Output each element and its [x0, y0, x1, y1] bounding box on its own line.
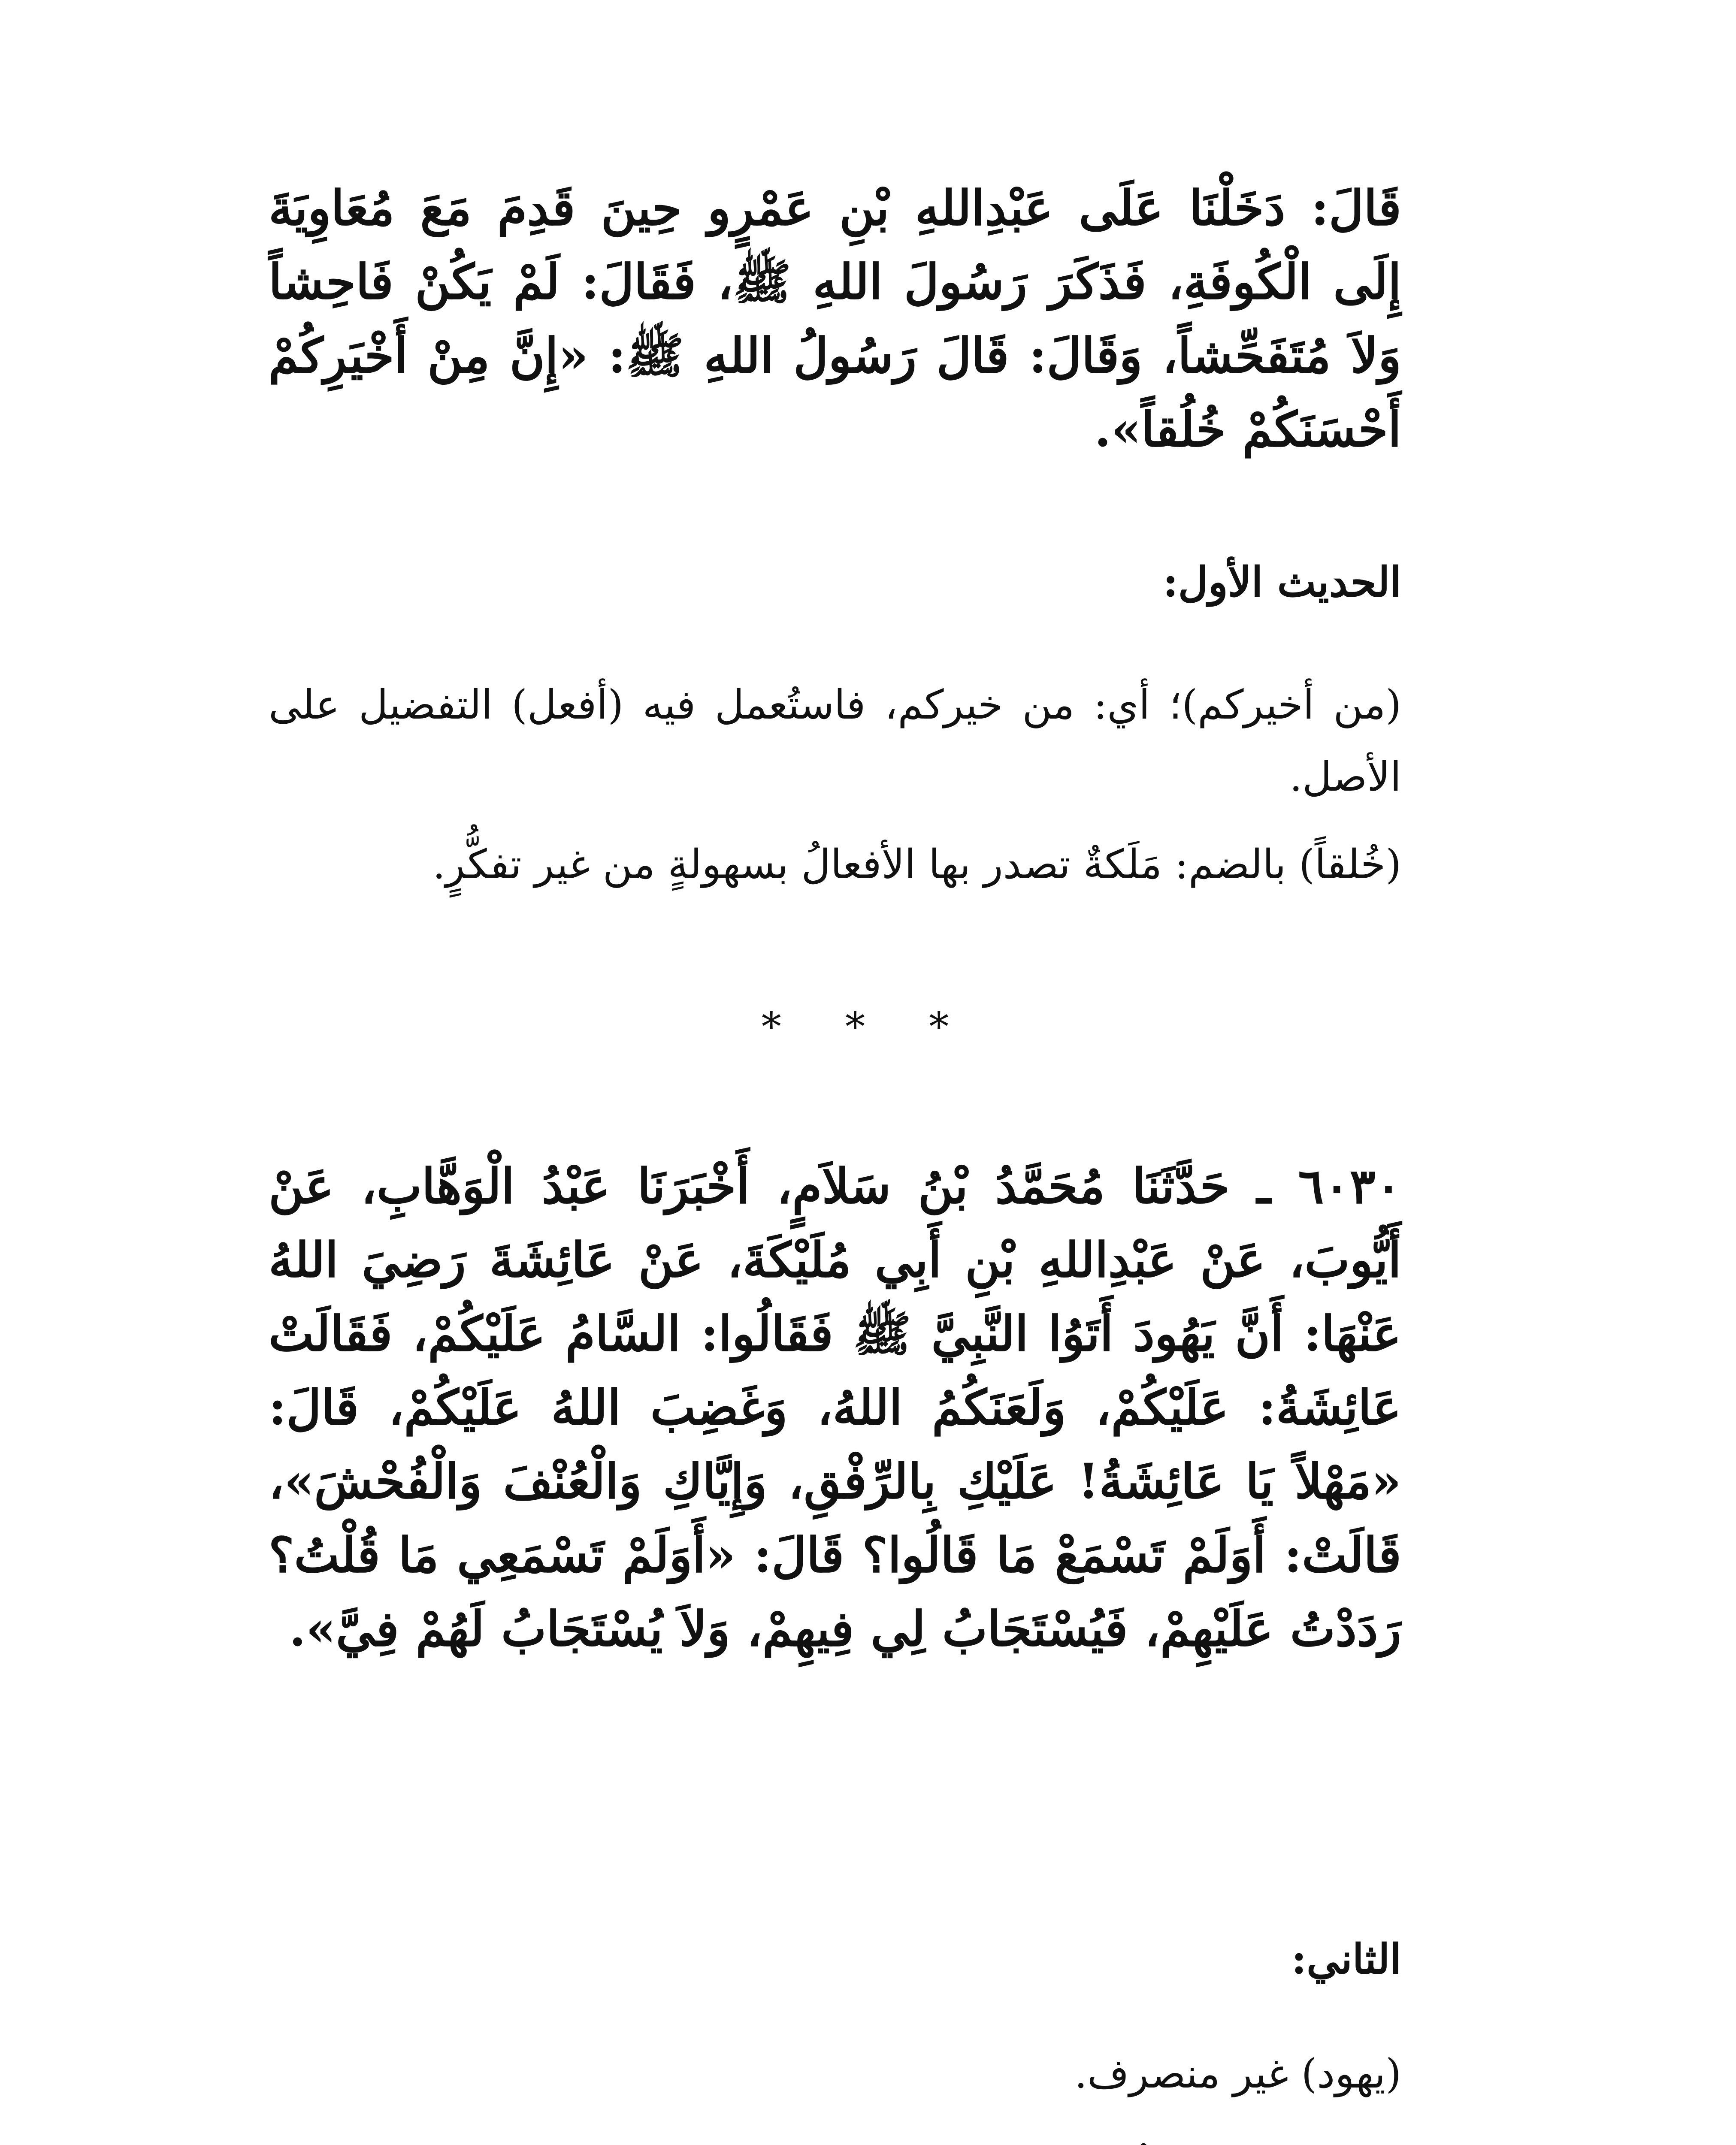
section-1-heading: الحديث الأول:: [1163, 558, 1401, 606]
section-2-heading: الثاني:: [1291, 1935, 1401, 1983]
hadith-1-text: قَالَ: دَخَلْنَا عَلَى عَبْدِاللهِ بْنِ عَمْرٍو حِينَ قَدِمَ مَعَ مُعَاوِيَةَ إِلَى الْكُوفَةِ، فَذَكَرَ رَسُولَ اللهِ ﷺ، فَقَالَ: لَمْ يَكُنْ فَاحِشاً وَلاَ مُتَفَحِّشاً، وَقَالَ: قَالَ رَسُولُ اللهِ ﷺ: «إِنَّ مِنْ أَخْيَرِكُمْ أَحْسَنَكُمْ خُلُقاً».: [269, 180, 1402, 458]
note-text: (من أخيركم)؛ أي: من خيركم، فاستُعمل فيه (أفعل) التفضيل على الأصل.: [269, 682, 1401, 801]
section-1-notes: [269, 669, 1401, 901]
note-text: (يهود) غير منصرف.: [1074, 2051, 1401, 2097]
section-divider: * * *: [761, 1004, 975, 1050]
hadith-1-text-block: [269, 172, 1401, 467]
hadith-2-text: ٦٠٣٠ ـ حَدَّثَنَا مُحَمَّدُ بْنُ سَلاَمٍ، أَخْبَرَنَا عَبْدُ الْوَهَّابِ، عَنْ أَيُّوبَ، عَنْ عَبْدِاللهِ بْنِ أَبِي مُلَيْكَةَ، عَنْ عَائِشَةَ رَضِيَ اللهُ عَنْهَا: أَنَّ يَهُودَ أَتَوُا النَّبِيَّ ﷺ فَقَالُوا: السَّامُ عَلَيْكُمْ، فَقَالَتْ عَائِشَةُ: عَلَيْكُمْ، وَلَعَنَكُمُ اللهُ، وَغَضِبَ اللهُ عَلَيْكُمْ، قَالَ: «مَهْلاً يَا عَائِشَةُ! عَلَيْكِ بِالرِّفْقِ، وَإِيَّاكِ وَالْعُنْفَ وَالْفُحْشَ»، قَالَتْ: أَوَلَمْ تَسْمَعْ مَا قَالُوا؟ قَالَ: «أَوَلَمْ تَسْمَعِي مَا قُلْتُ؟ رَدَدْتُ عَلَيْهِمْ، فَيُسْتَجَابُ لِي فِيهِمْ، وَلاَ يُسْتَجَابُ لَهُمْ فِيَّ».: [269, 1158, 1402, 1657]
hadith-2-text-block: [269, 1150, 1401, 1666]
note-text: (خُلقاً) بالضم: مَلَكةٌ تصدر بها الأفعالُ بسهولةٍ من غير تفكُّرٍ.: [432, 841, 1401, 888]
